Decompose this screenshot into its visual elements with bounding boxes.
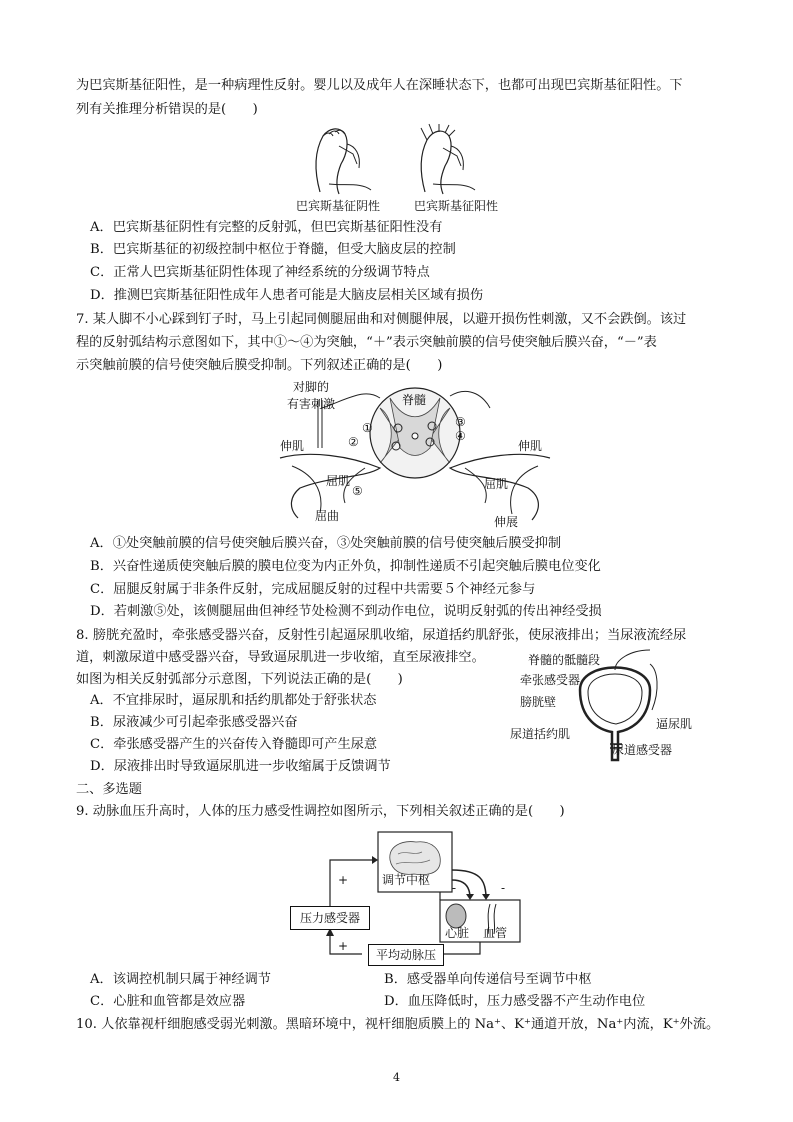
- q8-option-b[interactable]: B．尿液减少可引起牵张感受器兴奋: [90, 715, 298, 730]
- q9-option-c[interactable]: C．心脏和血管都是效应器: [90, 994, 246, 1009]
- bladder-wall-label: 膀胱壁: [520, 695, 557, 709]
- mean-arterial-pressure-box: 平均动脉压: [368, 944, 444, 966]
- q8-line-1: 8. 膀胱充盈时，牵张感受器兴奋，反射性引起逼尿肌收缩，尿道括约肌舒张，使尿液排出；当尿液流经尿: [76, 628, 687, 643]
- q9-option-d[interactable]: D．血压降低时，压力感受器不产生动作电位: [384, 994, 646, 1009]
- q9-option-b[interactable]: B．感受器单向传递信号至调节中枢: [384, 972, 592, 987]
- extensor-right-label: 伸肌: [518, 439, 543, 453]
- urethra-receptor-label: 尿道感受器: [612, 743, 673, 757]
- q6-option-a[interactable]: A．巴宾斯基征阴性有完整的反射弧，但巴宾斯基征阳性没有: [90, 220, 443, 235]
- stimulus-label-2: 有害刺激: [287, 397, 336, 411]
- heart-label: 心脏: [445, 926, 470, 940]
- spinal-cord-label: 脊髓: [402, 393, 427, 407]
- q7-line-1: 7. 某人脚不小心踩到钉子时，马上引起同侧腿屈曲和对侧腿伸展，以避开损伤性刺激，又不会跌倒。该过: [76, 312, 687, 327]
- q7-option-b[interactable]: B．兴奋性递质使突触后膜的膜电位变为内正外负，抑制性递质不引起突触后膜电位变化: [90, 559, 601, 574]
- extensor-left-label: 伸肌: [280, 439, 305, 453]
- q6-line-1: 为巴宾斯基征阳性，是一种病理性反射。婴儿以及成年人在深睡状态下，也都可出现巴宾斯基征阳性。下: [76, 78, 683, 93]
- baroreceptor-box: 压力感受器: [290, 906, 370, 930]
- q6-option-c[interactable]: C．正常人巴宾斯基征阴性体现了神经系统的分级调节特点: [90, 265, 430, 280]
- nerve-5-label: ⑤: [352, 484, 363, 498]
- synapse-4-label: ④: [455, 429, 466, 443]
- minus-sign-heart: -: [452, 881, 457, 895]
- synapse-2-label: ②: [348, 435, 359, 449]
- stretch-label: 伸展: [494, 515, 519, 529]
- q6-option-b[interactable]: B．巴宾斯基征的初级控制中枢位于脊髓，但受大脑皮层的控制: [90, 242, 456, 257]
- q8-line-3: 如图为相关反射弧部分示意图，下列说法正确的是( ): [76, 672, 403, 687]
- q6-option-d[interactable]: D．推测巴宾斯基征阳性成年人患者可能是大脑皮层相关区域有损伤: [90, 288, 484, 303]
- sphincter-label: 尿道括约肌: [510, 727, 571, 741]
- q8-option-a[interactable]: A．不宜排尿时，逼尿肌和括约肌都处于舒张状态: [90, 693, 377, 708]
- synapse-3-label: ③: [455, 415, 466, 429]
- q8-option-d[interactable]: D．尿液排出时导致逼尿肌进一步收缩属于反馈调节: [90, 759, 391, 774]
- q7-line-3: 示突触前膜的信号使突触后膜受抑制。下列叙述正确的是( ): [76, 358, 443, 373]
- q7-line-2: 程的反射弧结构示意图如下，其中①～④为突触，“＋”表示突触前膜的信号使突触后膜兴奋，“－”表: [76, 335, 657, 350]
- regulation-center-label: 调节中枢: [382, 873, 431, 887]
- caption-negative: 巴宾斯基征阴性: [296, 199, 381, 213]
- q7-option-c[interactable]: C．屈腿反射属于非条件反射，完成屈腿反射的过程中共需要５个神经元参与: [90, 582, 536, 597]
- q8-line-2: 道，刺激尿道中感受器兴奋，导致逼尿肌进一步收缩，直至尿液排空。: [76, 650, 485, 665]
- flexor-right-label: 屈肌: [484, 477, 509, 491]
- q7-option-d[interactable]: D．若刺激⑤处，该侧腿屈曲但神经节处检测不到动作电位，说明反射弧的传出神经受损: [90, 604, 602, 619]
- minus-sign-vessel: -: [501, 881, 506, 895]
- q7-option-a[interactable]: A．①处突触前膜的信号使突触后膜兴奋，③处突触前膜的信号使突触后膜受抑制: [90, 536, 562, 551]
- vessel-label: 血管: [483, 926, 508, 940]
- q6-line-2: 列有关推理分析错误的是( ): [76, 102, 258, 117]
- caption-positive: 巴宾斯基征阳性: [414, 199, 499, 213]
- plus-sign-pressure: +: [338, 939, 349, 953]
- page-number: 4: [393, 1071, 400, 1084]
- stretch-receptor-label: 牵张感受器: [520, 673, 581, 687]
- babinski-figure: [305, 124, 505, 196]
- plus-sign-sensor: +: [338, 873, 349, 887]
- q10-line-1: 10. 人依靠视杆细胞感受弱光刺激。黑暗环境中，视杆细胞质膜上的 Na⁺、K⁺通道开放，Na⁺内流，K⁺外流。: [76, 1017, 720, 1032]
- section-multiple-choice: 二、多选题: [76, 782, 142, 797]
- q9-option-a[interactable]: A．该调控机制只属于神经调节: [90, 972, 271, 987]
- bend-label: 屈曲: [315, 509, 340, 523]
- q8-option-c[interactable]: C．牵张感受器产生的兴奋传入脊髓即可产生尿意: [90, 737, 378, 752]
- detrusor-label: 逼尿肌: [656, 717, 693, 731]
- synapse-1-label: ①: [362, 421, 373, 435]
- stimulus-label-1: 对脚的: [293, 380, 330, 394]
- q9-line-1: 9. 动脉血压升高时，人体的压力感受性调控如图所示，下列相关叙述正确的是( ): [76, 804, 565, 819]
- flexor-left-label: 屈肌: [326, 474, 351, 488]
- sacral-label: 脊髓的骶髓段: [528, 653, 601, 667]
